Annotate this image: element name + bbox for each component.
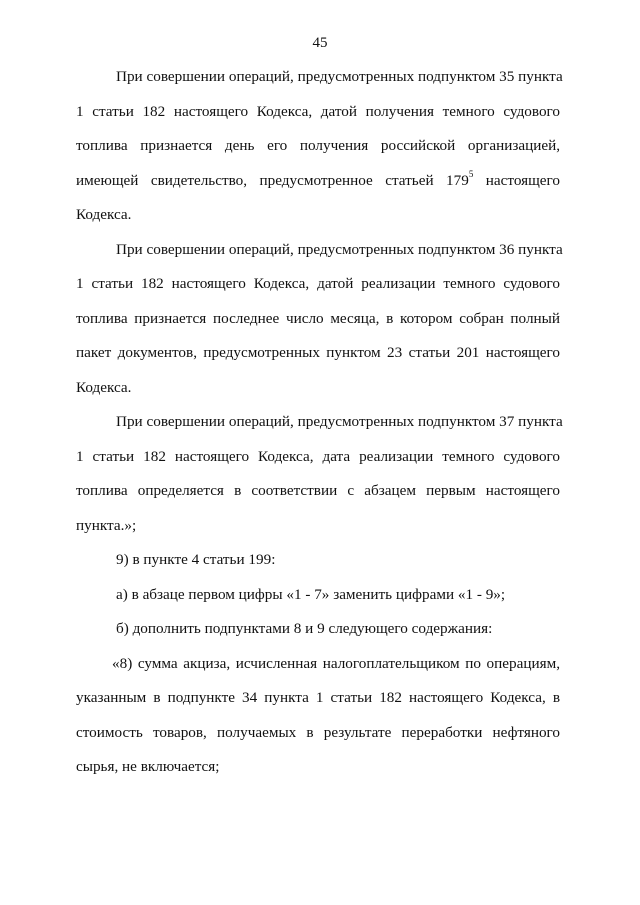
- document-body: [76, 68, 563, 793]
- text-line: При совершении операций, предусмотренных подпунктом 37 пункта: [116, 413, 563, 430]
- text-line: стоимость товаров, получаемых в результате переработки нефтяного: [76, 723, 560, 741]
- text-line: пункта.»;: [76, 516, 137, 534]
- page-number: 45: [312, 35, 328, 51]
- text-line: топлива признается последнее число месяца, в котором собран полный: [76, 309, 560, 327]
- paragraph-2: [76, 240, 563, 414]
- paragraph-1: [76, 68, 563, 241]
- text-line: 1 статьи 182 настоящего Кодекса, датой получения темного судового: [76, 102, 560, 120]
- text-line: Кодекса.: [76, 206, 132, 223]
- text-line: пакет документов, предусмотренных пунктом 23 статьи 201 настоящего: [76, 344, 560, 361]
- text-line: При совершении операций, предусмотренных подпунктом 35 пункта: [116, 68, 563, 85]
- text-line: топлива признается день его получения российской организацией,: [76, 137, 560, 154]
- paragraph-7: [76, 655, 560, 793]
- text-line: указанным в подпункте 34 пункта 1 статьи 182 настоящего Кодекса, в: [76, 689, 560, 706]
- text-line-part: настоящего: [473, 171, 560, 189]
- text-line: топлива определяется в соответствии с абзацем первым настоящего: [76, 482, 560, 499]
- text-line: Кодекса.: [76, 378, 132, 396]
- paragraph-5: [76, 586, 560, 621]
- text-line: 9) в пункте 4 статьи 199:: [116, 551, 276, 568]
- superscript: 5: [468, 169, 474, 180]
- text-line: 1 статьи 182 настоящего Кодекса, дата реализации темного судового: [76, 447, 560, 465]
- text-line: При совершении операций, предусмотренных подпунктом 36 пункта: [116, 240, 563, 258]
- text-line: а) в абзаце первом цифры «1 - 7» заменить цифрами «1 - 9»;: [116, 585, 506, 603]
- text-line: «8) сумма акциза, исчисленная налогоплательщиком по операциям,: [112, 654, 560, 672]
- paragraph-4: [76, 551, 560, 586]
- text-line: сырья, не включается;: [76, 758, 220, 775]
- text-line: 1 статьи 182 настоящего Кодекса, датой реализации темного судового: [76, 275, 560, 292]
- text-line: б) дополнить подпунктами 8 и 9 следующего содержания:: [116, 620, 493, 637]
- paragraph-6: [76, 620, 560, 655]
- text-line-part: имеющей свидетельство, предусмотренное статьей 179: [76, 171, 469, 189]
- paragraph-3: [76, 413, 563, 551]
- text-line: [76, 169, 560, 207]
